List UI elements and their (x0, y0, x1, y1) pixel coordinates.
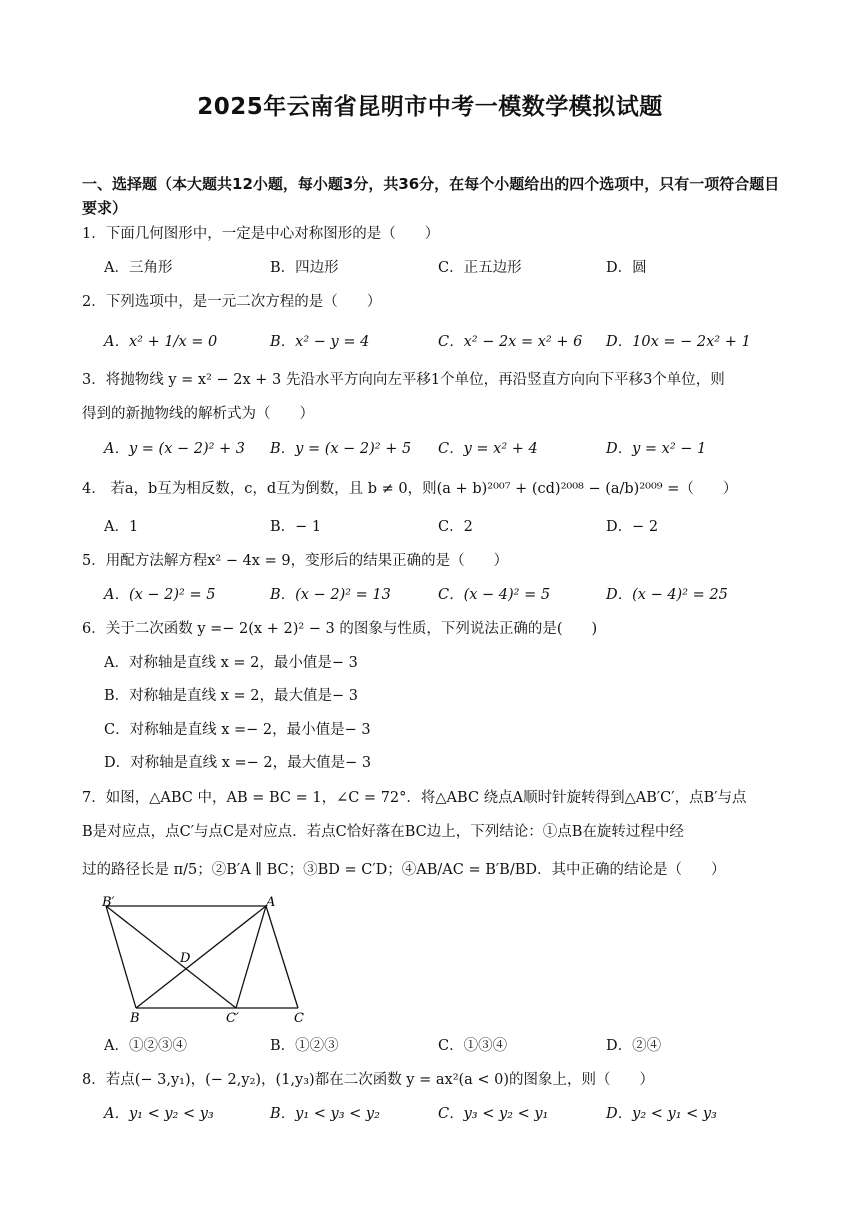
q7-option-c: C．①③④ (438, 1038, 508, 1054)
q2-stem: 2．下列选项中，是一元二次方程的是（ ） (82, 294, 382, 310)
q6-option-a: A．对称轴是直线 x = 2，最小值是− 3 (104, 655, 358, 671)
q3-stem-line1: 3．将抛物线 y = x² − 2x + 3 先沿水平方向向左平移1个单位，再沿竖直方向向下平移3个单位，则 (82, 372, 725, 388)
q5-option-c: C．(x − 4)² = 5 (438, 587, 551, 603)
q1-option-b: B．四边形 (270, 260, 339, 276)
q7-option-a: A．①②③④ (104, 1038, 187, 1054)
q2-option-c: C．x² − 2x = x² + 6 (438, 334, 583, 350)
q4-option-c: C．2 (438, 519, 473, 535)
q8-stem: 8．若点(− 3,y₁)，(− 2,y₂)，(1,y₃)都在二次函数 y = ax²(a < 0)的图象上，则（ ） (82, 1072, 655, 1088)
q1-option-d: D．圆 (606, 260, 647, 276)
q6-option-b: B．对称轴是直线 x = 2，最大值是− 3 (104, 688, 359, 704)
q4-option-d: D．− 2 (606, 519, 659, 535)
fig-label-a: A (266, 896, 276, 910)
q6-option-d: D．对称轴是直线 x =− 2，最大值是− 3 (104, 755, 372, 771)
q1-option-c: C．正五边形 (438, 260, 522, 276)
q6-stem: 6．关于二次函数 y =− 2(x + 2)² − 3 的图象与性质，下列说法正确的是( ) (82, 621, 598, 637)
fig-label-cprime: C′ (226, 1011, 239, 1026)
q8-option-b: B．y₁ < y₃ < y₂ (270, 1106, 380, 1122)
q1-option-a: A．三角形 (104, 260, 173, 276)
q5-option-a: A．(x − 2)² = 5 (104, 587, 216, 603)
fig-label-d: D (180, 951, 191, 966)
q7-figure (100, 896, 310, 1026)
fig-label-b: B (130, 1011, 140, 1026)
q5-option-b: B．(x − 2)² = 13 (270, 587, 391, 603)
fig-label-bprime: B′ (102, 896, 115, 910)
q5-option-d: D．(x − 4)² = 25 (606, 587, 728, 603)
q3-option-d: D．y = x² − 1 (606, 441, 707, 457)
q7-stem-line2: B是对应点，点C′与点C是对应点．若点C恰好落在BC边上，下列结论：①点B在旋转过程中经 (82, 824, 684, 840)
q7-stem-line1: 7．如图，△ABC 中，AB = BC = 1，∠C = 72°．将△ABC 绕点A顺时针旋转得到△AB′C′，点B′与点 (82, 790, 747, 806)
q7-option-d: D．②④ (606, 1038, 662, 1054)
q2-option-b: B．x² − y = 4 (270, 334, 370, 350)
q4-stem: 4． 若a，b互为相反数，c，d互为倒数，且 b ≠ 0，则(a + b)²⁰⁰⁷ + (cd)²⁰⁰⁸ − (a/b)²⁰⁰⁹ =（ ） (82, 481, 738, 497)
q3-option-a: A．y = (x − 2)² + 3 (104, 441, 246, 457)
q3-option-c: C．y = x² + 4 (438, 441, 538, 457)
q3-option-b: B．y = (x − 2)² + 5 (270, 441, 412, 457)
q4-option-b: B．− 1 (270, 519, 322, 535)
q8-option-d: D．y₂ < y₁ < y₃ (606, 1106, 717, 1122)
q7-stem-line3: 过的路径长是 π/5；②B′A ∥ BC；③BD = C′D；④AB/AC = B′B/BD．其中正确的结论是（ ） (82, 862, 726, 878)
q8-option-c: C．y₃ < y₂ < y₁ (438, 1106, 549, 1122)
section-heading: 一、选择题（本大题共12小题，每小题3分，共36分，在每个小题给出的四个选项中，只有一项符合题目要求） (82, 175, 780, 217)
q1-stem: 1．下面几何图形中，一定是中心对称图形的是（ ） (82, 226, 440, 242)
page-title: 2025年云南省昆明市中考一模数学模拟试题 (197, 94, 663, 120)
q2-option-d: D．10x = − 2x² + 1 (606, 334, 751, 350)
q2-option-a: A．x² + 1/x = 0 (104, 334, 218, 350)
q3-stem-line2: 得到的新抛物线的解析式为（ ） (82, 406, 314, 422)
q5-stem: 5．用配方法解方程x² − 4x = 9，变形后的结果正确的是（ ） (82, 553, 509, 569)
q6-option-c: C．对称轴是直线 x =− 2，最小值是− 3 (104, 722, 371, 738)
q8-option-a: A．y₁ < y₂ < y₃ (104, 1106, 214, 1122)
fig-label-c: C (294, 1011, 304, 1026)
q7-option-b: B．①②③ (270, 1038, 339, 1054)
q4-option-a: A．1 (104, 519, 139, 535)
